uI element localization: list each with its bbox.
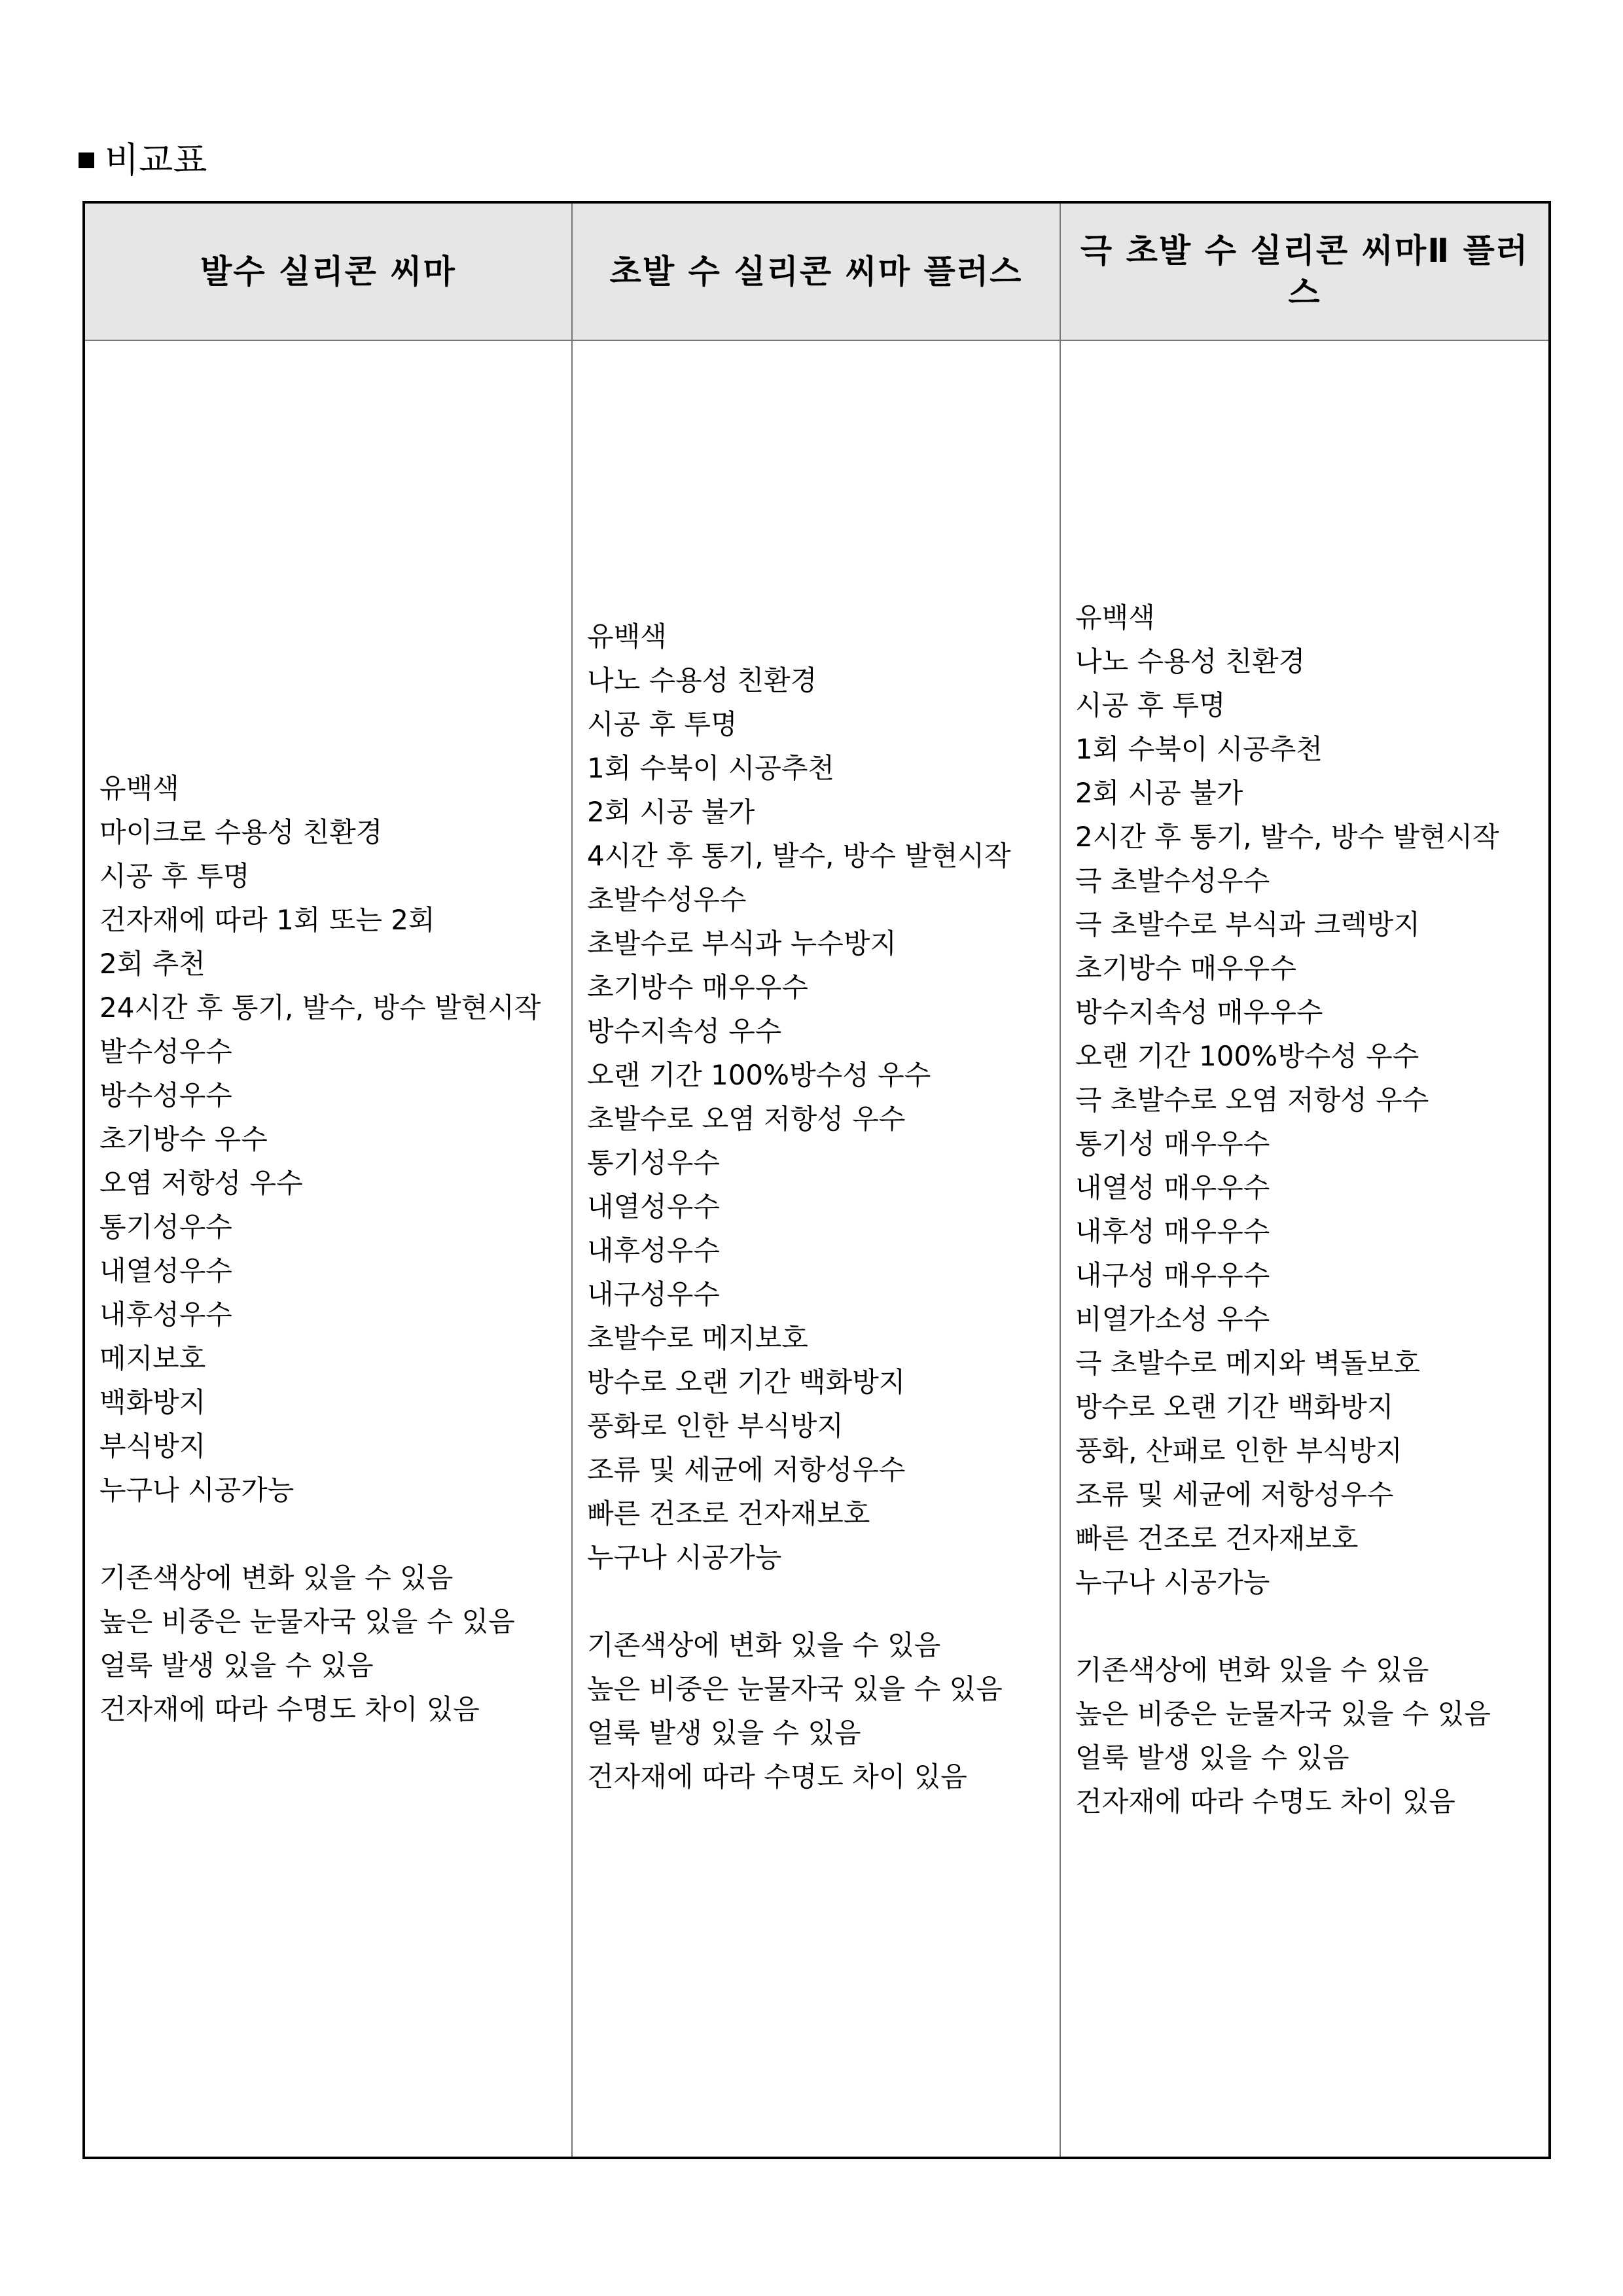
- feature-item: 풍화로 인한 부식방지: [587, 1409, 844, 1442]
- feature-item: 시공 후 투명: [1075, 689, 1226, 721]
- feature-item: 마이크로 수용성 친환경: [99, 816, 383, 848]
- feature-item: 메지보호: [99, 1342, 206, 1374]
- column-cell-1: [84, 340, 572, 2158]
- feature-item: 나노 수용성 친환경: [587, 664, 817, 696]
- feature-list-1: [85, 766, 571, 1731]
- feature-item: 건자재에 따라 1회 또는 2회: [99, 904, 435, 936]
- feature-item: 극 초발수성우수: [1075, 865, 1270, 897]
- column-cell-2: [572, 340, 1060, 2158]
- feature-item: 24시간 후 통기, 발수, 방수 발현시작: [99, 992, 541, 1024]
- caution-note: 높은 비중은 눈물자국 있을 수 있음: [99, 1605, 515, 1638]
- feature-item: 부식방지: [99, 1430, 206, 1462]
- comparison-table: [82, 201, 1551, 2159]
- feature-item: 비열가소성 우수: [1075, 1303, 1270, 1335]
- caution-note: 건자재에 따라 수명도 차이 있음: [587, 1760, 967, 1793]
- column-header-3: 극 초발 수 실리콘 씨마Ⅱ 플러스: [1060, 202, 1550, 340]
- feature-item: 백화방지: [99, 1386, 206, 1418]
- feature-item: 내열성우수: [99, 1255, 232, 1287]
- list-spacer: [99, 1512, 558, 1556]
- column-header-1: 발수 실리콘 씨마: [84, 202, 572, 340]
- feature-item: 2회 시공 불가: [587, 795, 755, 828]
- feature-item: 방수지속성 매우우수: [1075, 996, 1323, 1028]
- table-header-row: [84, 202, 1550, 340]
- feature-item: 내열성우수: [587, 1190, 720, 1223]
- table-body-row: [84, 340, 1550, 2158]
- feature-item: 방수로 오랜 기간 백화방지: [587, 1365, 906, 1398]
- square-bullet-icon: [79, 152, 94, 168]
- column-cell-3: [1060, 340, 1550, 2158]
- column-header-2: 초발 수 실리콘 씨마 플러스: [572, 202, 1060, 340]
- caution-note: 얼룩 발생 있을 수 있음: [1075, 1742, 1349, 1774]
- feature-item: 방수성우수: [99, 1079, 232, 1111]
- feature-item: 방수지속성 우수: [587, 1014, 782, 1047]
- feature-item: 풍화, 산패로 인한 부식방지: [1075, 1435, 1402, 1467]
- feature-item: 조류 및 세균에 저항성우수: [587, 1453, 906, 1486]
- feature-item: 빠른 건조로 건자재보호: [1075, 1522, 1359, 1554]
- feature-item: 누구나 시공가능: [587, 1541, 782, 1573]
- caution-note: 높은 비중은 눈물자국 있을 수 있음: [587, 1672, 1003, 1705]
- feature-item: 2회 시공 불가: [1075, 777, 1243, 809]
- caution-note: 얼룩 발생 있을 수 있음: [99, 1649, 374, 1681]
- feature-item: 1회 수북이 시공추천: [587, 751, 834, 784]
- feature-item: 오염 저항성 우수: [99, 1167, 303, 1199]
- feature-item: 시공 후 투명: [99, 860, 250, 892]
- caution-note: 얼룩 발생 있을 수 있음: [587, 1716, 861, 1749]
- list-spacer: [587, 1579, 1046, 1623]
- feature-item: 나노 수용성 친환경: [1075, 645, 1306, 677]
- feature-item: 4시간 후 통기, 발수, 방수 발현시작: [587, 839, 1011, 872]
- feature-item: 내구성 매우우수: [1075, 1259, 1270, 1291]
- feature-item: 통기성 매우우수: [1075, 1128, 1270, 1160]
- feature-item: 극 초발수로 오염 저항성 우수: [1075, 1084, 1429, 1116]
- caution-note: 건자재에 따라 수명도 차이 있음: [99, 1693, 480, 1725]
- feature-item: 내열성 매우우수: [1075, 1172, 1270, 1204]
- feature-list-2: [573, 615, 1060, 1799]
- feature-item: 극 초발수로 메지와 벽돌보호: [1075, 1347, 1420, 1379]
- section-title: 비교표: [105, 139, 207, 181]
- feature-item: 누구나 시공가능: [99, 1474, 294, 1506]
- feature-item: 오랜 기간 100%방수성 우수: [587, 1058, 931, 1091]
- feature-item: 2회 추천: [99, 948, 205, 980]
- caution-note: 기존색상에 변화 있을 수 있음: [587, 1628, 941, 1661]
- section-heading: [79, 134, 207, 187]
- feature-item: 통기성우수: [99, 1211, 232, 1243]
- feature-item: 1회 수북이 시공추천: [1075, 733, 1323, 765]
- caution-note: 높은 비중은 눈물자국 있을 수 있음: [1075, 1698, 1491, 1730]
- feature-item: 초기방수 우수: [99, 1123, 268, 1155]
- feature-item: 유백색: [1075, 601, 1155, 634]
- feature-item: 오랜 기간 100%방수성 우수: [1075, 1040, 1419, 1072]
- feature-item: 발수성우수: [99, 1035, 232, 1067]
- feature-list-3: [1061, 596, 1548, 1823]
- feature-item: 초기방수 매우우수: [1075, 952, 1296, 984]
- feature-item: 초기방수 매우우수: [587, 971, 808, 1003]
- feature-item: 내후성 매우우수: [1075, 1215, 1270, 1247]
- feature-item: 빠른 건조로 건자재보호: [587, 1497, 870, 1530]
- list-spacer: [1075, 1604, 1535, 1648]
- feature-item: 누구나 시공가능: [1075, 1566, 1270, 1598]
- caution-note: 건자재에 따라 수명도 차이 있음: [1075, 1785, 1455, 1818]
- feature-item: 유백색: [587, 620, 667, 653]
- feature-item: 초발수로 메지보호: [587, 1321, 808, 1354]
- feature-item: 시공 후 투명: [587, 708, 738, 740]
- feature-item: 2시간 후 통기, 발수, 방수 발현시작: [1075, 821, 1499, 853]
- feature-item: 극 초발수로 부식과 크렉방지: [1075, 908, 1420, 941]
- feature-item: 초발수로 부식과 누수방지: [587, 927, 897, 960]
- feature-item: 내구성우수: [587, 1278, 720, 1310]
- caution-note: 기존색상에 변화 있을 수 있음: [1075, 1654, 1429, 1686]
- feature-item: 초발수로 오염 저항성 우수: [587, 1102, 906, 1135]
- feature-item: 초발수성우수: [587, 883, 747, 916]
- feature-item: 유백색: [99, 772, 179, 804]
- feature-item: 내후성우수: [587, 1234, 720, 1266]
- feature-item: 통기성우수: [587, 1146, 720, 1179]
- caution-note: 기존색상에 변화 있을 수 있음: [99, 1562, 454, 1594]
- feature-item: 조류 및 세균에 저항성우수: [1075, 1479, 1394, 1511]
- feature-item: 내후성우수: [99, 1299, 232, 1331]
- feature-item: 방수로 오랜 기간 백화방지: [1075, 1391, 1394, 1423]
